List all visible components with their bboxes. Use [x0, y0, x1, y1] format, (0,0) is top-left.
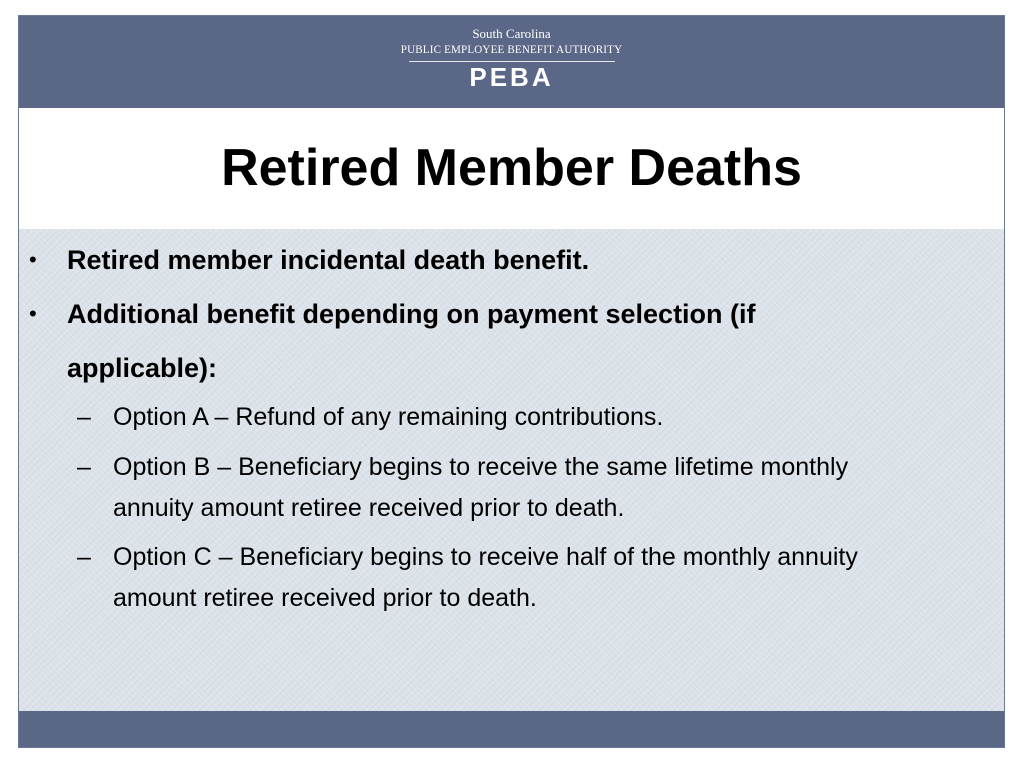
slide-title: Retired Member Deaths — [221, 139, 802, 197]
sub-bullet-marker: – — [77, 453, 91, 481]
title-band — [19, 108, 1004, 229]
sub-bullet-marker: – — [77, 543, 91, 571]
sub-bullet-text: Option A – Refund of any remaining contributions. — [113, 403, 664, 431]
slide — [18, 15, 1005, 748]
bullet-text: Retired member incidental death benefit. — [67, 245, 590, 275]
header-band — [19, 16, 1004, 108]
bullet-text: Additional benefit depending on payment selection (if applicable): — [67, 299, 756, 383]
sub-bullet-item — [77, 537, 917, 619]
sub-bullet-item — [77, 397, 917, 438]
sub-bullet-text: Option C – Beneficiary begins to receive half of the monthly annuity amount retiree received prior to death. — [113, 543, 858, 612]
sub-bullet-text: Option B – Beneficiary begins to receive the same lifetime monthly annuity amount retiree received prior to death. — [113, 453, 849, 522]
slide-content — [19, 229, 1004, 713]
bullet-item — [29, 287, 929, 395]
sub-bullet-marker: – — [77, 403, 91, 431]
peba-logo — [19, 26, 1004, 90]
bullet-marker: • — [29, 301, 37, 326]
logo-mark: PEBA — [469, 62, 554, 92]
logo-state-name: South Carolina — [472, 26, 551, 41]
logo-agency-name: PUBLIC EMPLOYEE BENEFIT AUTHORITY — [400, 42, 623, 56]
sub-bullet-item — [77, 447, 917, 529]
bullet-marker: • — [29, 247, 37, 272]
bullet-item — [29, 233, 929, 287]
footer-band — [19, 711, 1004, 747]
logo-divider — [409, 61, 615, 62]
